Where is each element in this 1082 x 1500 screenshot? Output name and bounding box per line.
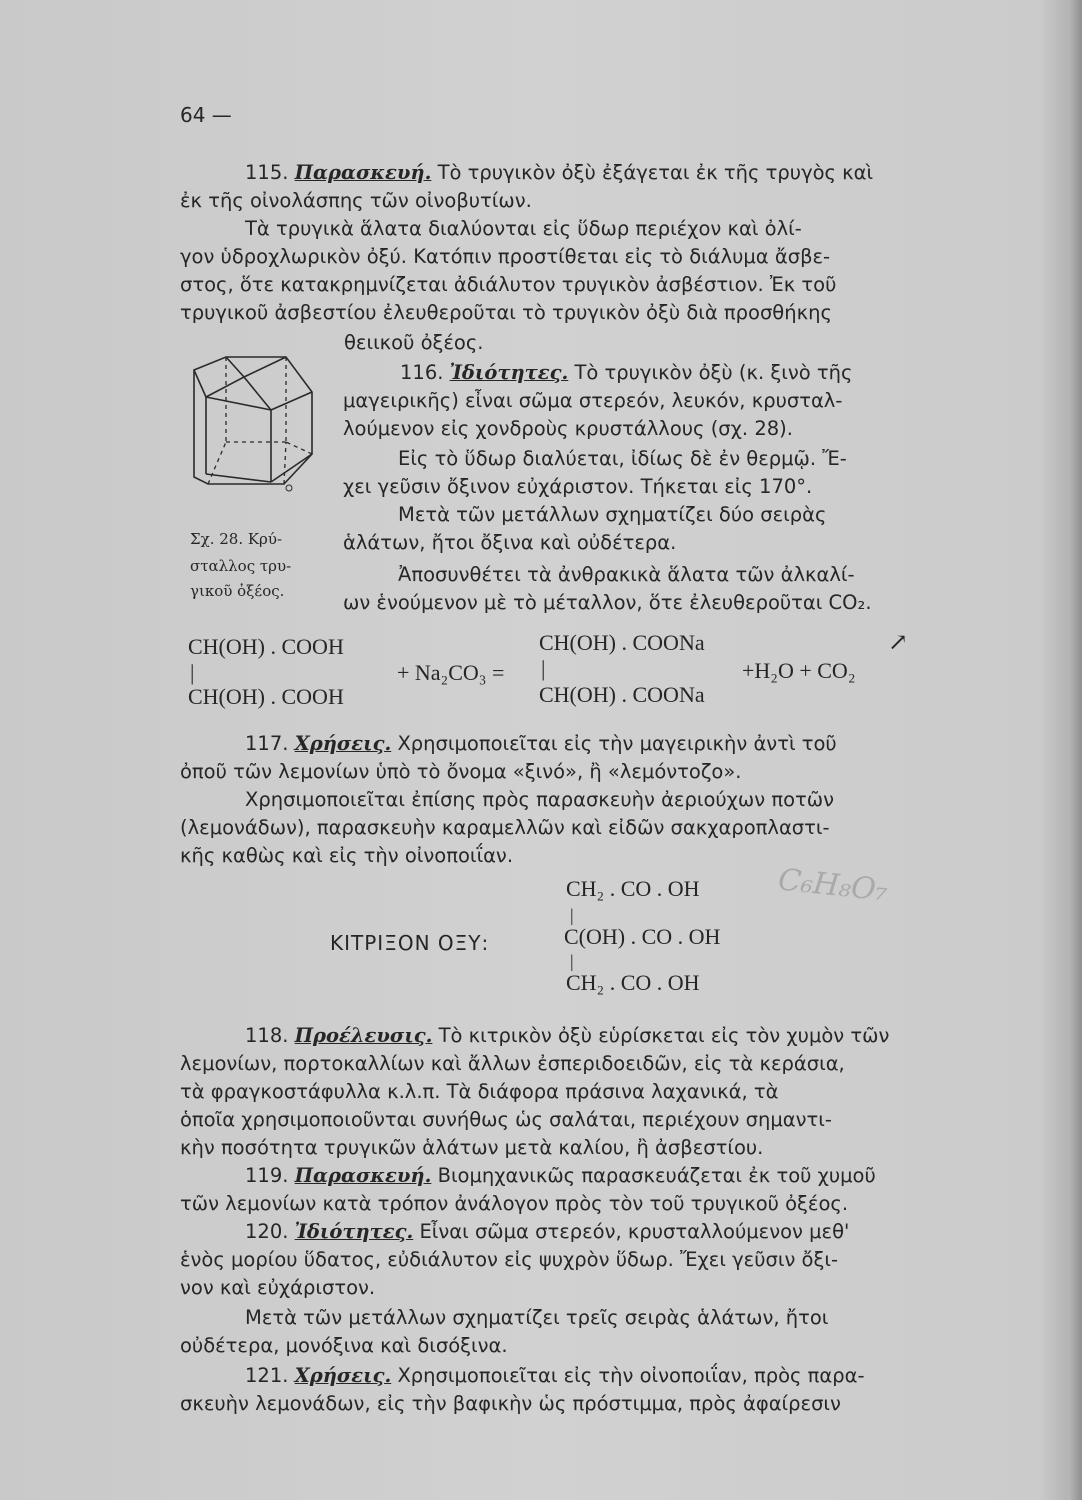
paragraph-heading: Ἰδιότητες. <box>294 1220 414 1243</box>
line: τῶν λεμονίων κατὰ τρόπον ἀνάλογον πρὸς τὸν τοῦ τρυγικοῦ ὀξέος. <box>180 1192 849 1215</box>
line: στος, ὅτε κατακρημνίζεται ἀδιάλυτον τρυγικὸν ἀσβέστιον. Ἐκ τοῦ <box>180 273 837 296</box>
line: Μετὰ τῶν μετάλλων σχηματίζει τρεῖς σειρὰς ἁλάτων, ἤτοι <box>245 1306 829 1329</box>
line: μαγειρικῆς) εἶναι σῶμα στερεόν, λευκόν, κρυσταλ- <box>343 389 843 412</box>
formula-label: ΚΙΤΡΙΞΟΝ ΟΞΥ: <box>330 931 490 955</box>
line: κῆς καθὼς καὶ εἰς τὴν οἰνοποιΐαν. <box>180 844 514 867</box>
line: ἁλάτων, ἤτοι ὄξινα καὶ οὐδέτερα. <box>343 531 677 554</box>
line: Μετὰ τῶν μετάλλων σχηματίζει δύο σειρὰς <box>398 503 827 526</box>
formula-line: CH(OH) . COONa <box>539 682 705 707</box>
bond: | <box>570 951 574 971</box>
paragraph-heading: Παρασκευή. <box>294 161 432 184</box>
paragraph-heading: Χρήσεις. <box>294 732 392 755</box>
line: τρυγικοῦ ἀσβεστίου ἐλευθεροῦται τὸ τρυγικὸν ὀξὺ διὰ προσθήκης <box>180 301 832 324</box>
line <box>245 1363 865 1389</box>
formula-line: CH(OH) . COONa <box>539 630 705 655</box>
line: θειικοῦ ὀξέος. <box>344 331 484 354</box>
line <box>400 360 852 386</box>
line: λεμονίων, πορτοκαλλίων καὶ ἄλλων ἐσπεριδοειδῶν, εἰς τὰ κεράσια, <box>180 1052 845 1075</box>
formula-line: CH(OH) . COOH <box>188 634 344 659</box>
line: ὀποῦ τῶν λεμονίων ὑπὸ τὸ ὄνομα «ξινό», ἢ «λεμόντοζο». <box>180 760 742 783</box>
line: Χρησιμοποιεῖται ἐπίσης πρὸς παρασκευὴν ἀεριούχων ποτῶν <box>245 788 834 811</box>
gas-arrow: ↗ <box>888 630 909 656</box>
line: χει γεῦσιν ὄξινον εὐχάριστον. Τήκεται εἰς 170°. <box>343 475 813 498</box>
page-edge-shadow <box>1068 0 1082 1500</box>
line: ων ἑνούμενον μὲ τὸ μέταλλον, ὅτε ἐλευθεροῦται CO₂. <box>343 591 872 614</box>
line: Τὰ τρυγικὰ ἅλατα διαλύονται εἰς ὕδωρ περιέχον καὶ ὀλί- <box>245 217 802 240</box>
pencil-annotation: C₆H₈O₇ <box>776 862 890 909</box>
line <box>245 1023 889 1049</box>
text: Τὸ κιτρικὸν ὀξὺ εὑρίσκεται εἰς τὸν χυμὸν τῶν <box>438 1024 890 1047</box>
line <box>245 160 873 186</box>
formula-line: CH(OH) . COOH <box>188 684 344 709</box>
line: νον καὶ εὐχάριστον. <box>180 1276 376 1299</box>
text: Χρησιμοποιεῖται εἰς τὴν μαγειρικὴν ἀντὶ τοῦ <box>397 732 837 755</box>
formula-reagent: + Na₂CO₃ = <box>397 660 505 685</box>
line: τὰ φραγκοστάφυλλα κ.λ.π. Τὰ διάφορα πράσινα λαχανικά, τὰ <box>180 1080 779 1103</box>
bond: | <box>541 656 546 681</box>
paragraph-number: 118. <box>245 1024 289 1047</box>
bond: | <box>190 660 195 685</box>
paragraph-number: 120. <box>245 1220 289 1243</box>
line: ὁποῖα χρησιμοποιοῦνται συνήθως ὡς σαλάται, περιέχουν σημαντι- <box>180 1108 832 1131</box>
page-number: 64 — <box>180 103 232 127</box>
paragraph-heading: Προέλευσις. <box>294 1024 433 1047</box>
line <box>245 1219 849 1245</box>
paragraph-heading: Χρήσεις. <box>294 1364 392 1387</box>
text: Βιομηχανικῶς παρασκευάζεται ἐκ τοῦ χυμοῦ <box>437 1164 876 1187</box>
line <box>245 731 837 757</box>
line: σκευὴν λεμονάδων, εἰς τὴν βαφικὴν ὡς πρόστιμμα, πρὸς ἀφαίρεσιν <box>180 1392 841 1415</box>
paragraph-heading: Παρασκευή. <box>294 1164 432 1187</box>
caption-line: γικοῦ ὀξέος. <box>190 582 285 600</box>
text: Τὸ τρυγικὸν ὀξὺ (κ. ξινὸ τῆς <box>574 361 853 384</box>
crystal-figure-28 <box>186 352 326 502</box>
paragraph-number: 119. <box>245 1164 289 1187</box>
caption-line: Σχ. 28. Κρύ- <box>190 530 283 548</box>
formula-products: +H₂O + CO₂ <box>742 658 856 683</box>
line: (λεμονάδων), παρασκευὴν καραμελλῶν καὶ εἰδῶν σακχαροπλαστι- <box>180 816 830 839</box>
caption-line: σταλλος τρυ- <box>190 557 292 575</box>
paragraph-number: 117. <box>245 732 289 755</box>
formula-line: C(OH) . CO . OH <box>564 924 721 949</box>
line: Εἰς τὸ ὕδωρ διαλύεται, ἰδίως δὲ ἐν θερμῷ. Ἔ- <box>398 447 847 470</box>
line: ἐκ τῆς οἰνολάσπης τῶν οἰνοβυτίων. <box>180 189 532 212</box>
text: Χρησιμοποιεῖται εἰς τὴν οἰνοποιΐαν, πρὸς παρα- <box>397 1364 865 1387</box>
formula-line: CH₂ . CO . OH <box>566 970 700 995</box>
line: κὴν ποσότητα τρυγικῶν ἁλάτων μετὰ καλίου, ἢ ἀσβεστίου. <box>180 1136 764 1159</box>
text: Εἶναι σῶμα στερεόν, κρυσταλλούμενον μεθ' <box>419 1220 850 1243</box>
line: λούμενον εἰς χονδροὺς κρυστάλλους (σχ. 28). <box>343 417 793 440</box>
bond: | <box>570 905 574 925</box>
paragraph-heading: Ἰδιότητες. <box>449 361 569 384</box>
line <box>245 1163 876 1189</box>
formula-line: CH₂ . CO . OH <box>566 876 700 901</box>
text: Τὸ τρυγικὸν ὀξὺ ἐξάγεται ἐκ τῆς τρυγὸς καὶ <box>437 161 874 184</box>
paragraph-number: 121. <box>245 1364 289 1387</box>
paragraph-number: 115. <box>245 161 289 184</box>
line: οὐδέτερα, μονόξινα καὶ δισόξινα. <box>180 1334 508 1357</box>
line: γον ὑδροχλωρικὸν ὀξύ. Κατόπιν προστίθεται εἰς τὸ διάλυμα ἄσβε- <box>180 245 831 268</box>
line: ἑνὸς μορίου ὕδατος, εὐδιάλυτον εἰς ψυχρὸν ὕδωρ. Ἔχει γεῦσιν ὄξι- <box>180 1248 838 1271</box>
paragraph-number: 116. <box>400 361 444 384</box>
line: Ἀποσυνθέτει τὰ ἀνθρακικὰ ἅλατα τῶν ἀλκαλί- <box>398 563 855 586</box>
